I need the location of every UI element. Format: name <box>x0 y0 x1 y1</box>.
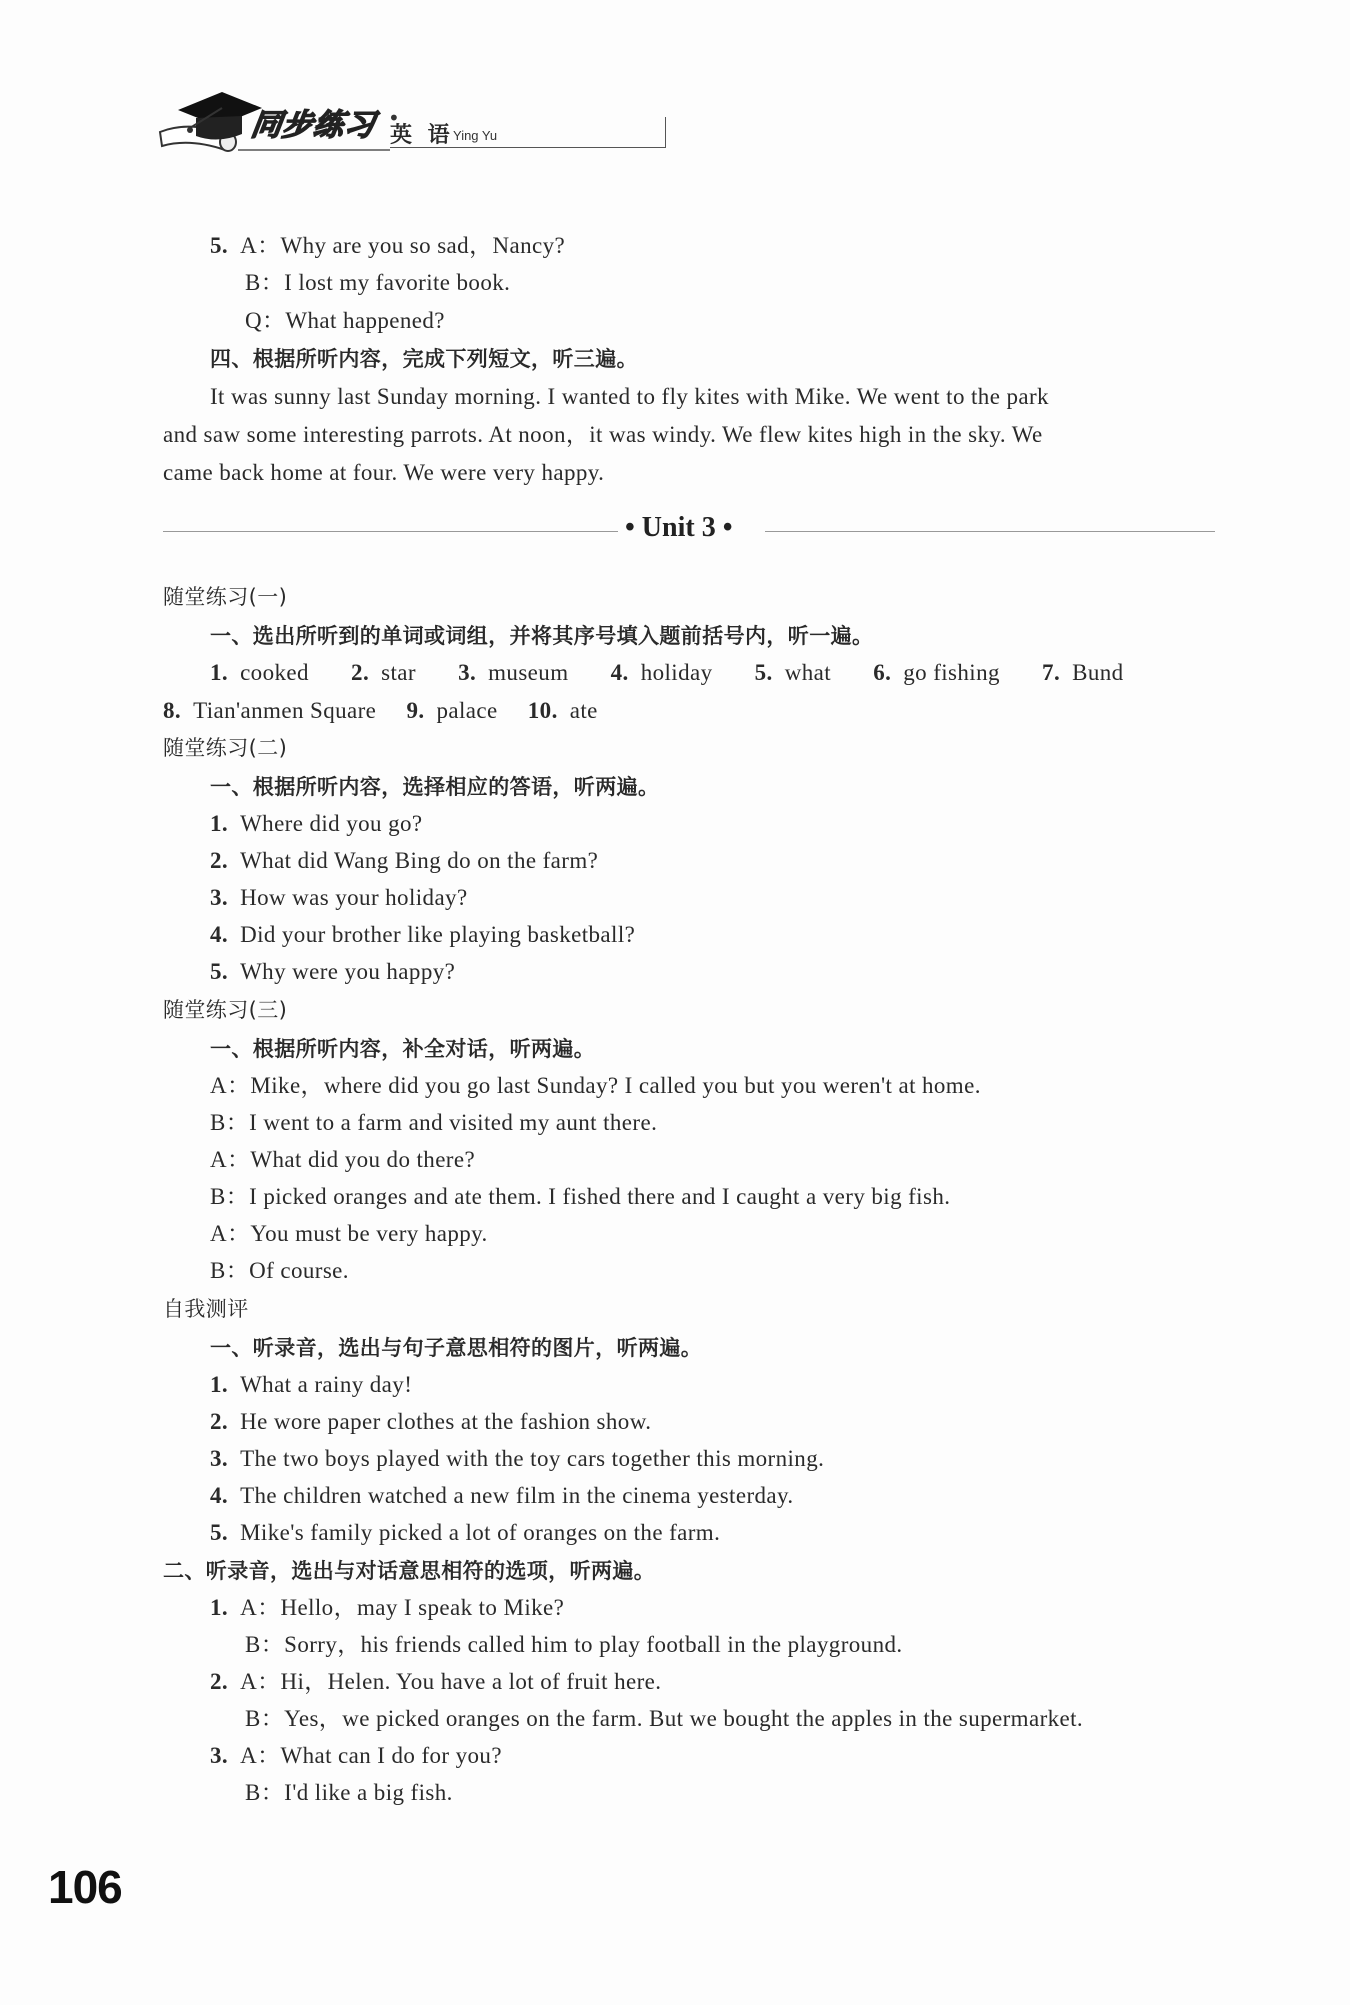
word-list-row-2: 8. Tian'anmen Square 9. palace 10. ate <box>163 698 598 723</box>
dialogue-line: A：What did you do there? <box>210 1147 476 1172</box>
self-test-item: 3. The two boys played with the toy cars together this morning. <box>210 1446 825 1471</box>
passage-line-1: It was sunny last Sunday morning. I wanted to fly kites with Mike. We went to the park <box>210 384 1049 409</box>
separator-dot: • <box>388 106 400 130</box>
item-5-line-a: 5. A：Why are you so sad，Nancy? <box>210 233 566 258</box>
practice2-title: 随堂练习(二) <box>163 736 288 760</box>
word-list-row-1: 1. cooked 2. star 3. museum 4. holiday 5. what 6. go fishing 7. Bund <box>210 660 1124 685</box>
practice2-heading: 一、根据所听内容，选择相应的答语，听两遍。 <box>210 775 660 799</box>
self-test-dialogue-b: B：Sorry，his friends called him to play football in the playground. <box>245 1632 903 1657</box>
self-test-dialogue-b: B：Yes，we picked oranges on the farm. But we bought the apples in the supermarket. <box>245 1706 1084 1731</box>
page-number: 106 <box>48 1861 122 1913</box>
practice2-item: 3. How was your holiday? <box>210 885 468 910</box>
self-test-item: 2. He wore paper clothes at the fashion show. <box>210 1409 652 1434</box>
practice2-item: 1. Where did you go? <box>210 811 423 836</box>
self-test-title: 自我测评 <box>163 1297 249 1321</box>
practice3-title: 随堂练习(三) <box>163 998 288 1022</box>
self-test-item: 1. What a rainy day! <box>210 1372 413 1397</box>
item-5-line-b: B：I lost my favorite book. <box>245 270 511 295</box>
practice2-item: 2. What did Wang Bing do on the farm? <box>210 848 599 873</box>
subject-pinyin: Ying Yu <box>453 128 498 143</box>
divider-right <box>765 531 1215 532</box>
self-test-dialogue-a: 2. A：Hi，Helen. You have a lot of fruit here. <box>210 1669 662 1694</box>
page-header <box>150 80 530 170</box>
self-test-item: 5. Mike's family picked a lot of oranges on the farm. <box>210 1520 721 1545</box>
dialogue-line: B：Of course. <box>210 1258 349 1283</box>
dialogue-line: B：I went to a farm and visited my aunt there. <box>210 1110 658 1135</box>
practice2-item: 4. Did your brother like playing basketball? <box>210 922 636 947</box>
practice1-heading: 一、选出所听到的单词或词组，并将其序号填入题前括号内，听一遍。 <box>210 624 874 648</box>
item-5-line-q: Q：What happened? <box>245 308 445 333</box>
practice3-heading: 一、根据所听内容，补全对话，听两遍。 <box>210 1037 596 1061</box>
passage-line-3: came back home at four. We were very happy. <box>163 460 605 485</box>
subject-chinese: 英 语 <box>390 123 454 148</box>
practice1-title: 随堂练习(一) <box>163 585 288 609</box>
divider-left <box>163 531 618 532</box>
self-test-item: 4. The children watched a new film in the cinema yesterday. <box>210 1483 794 1508</box>
self-test-part1-heading: 一、听录音，选出与句子意思相符的图片，听两遍。 <box>210 1336 703 1360</box>
self-test-dialogue-a: 1. A：Hello，may I speak to Mike? <box>210 1595 565 1620</box>
dialogue-line: A：Mike，where did you go last Sunday? I called you but you weren't at home. <box>210 1073 981 1098</box>
dialogue-line: A：You must be very happy. <box>210 1221 488 1246</box>
dialogue-line: B：I picked oranges and ate them. I fished there and I caught a very big fish. <box>210 1184 951 1209</box>
self-test-part2-heading: 二、听录音，选出与对话意思相符的选项，听两遍。 <box>163 1559 656 1583</box>
self-test-dialogue-a: 3. A：What can I do for you? <box>210 1743 502 1768</box>
unit-title: • Unit 3 • <box>625 512 733 543</box>
self-test-dialogue-b: B：I'd like a big fish. <box>245 1780 453 1805</box>
practice2-item: 5. Why were you happy? <box>210 959 456 984</box>
passage-line-2: and saw some interesting parrots. At noon，it was windy. We flew kites high in the sky. We <box>163 422 1043 447</box>
part4-heading: 四、根据所听内容，完成下列短文，听三遍。 <box>210 347 638 371</box>
series-title: 同步练习 <box>249 108 378 143</box>
